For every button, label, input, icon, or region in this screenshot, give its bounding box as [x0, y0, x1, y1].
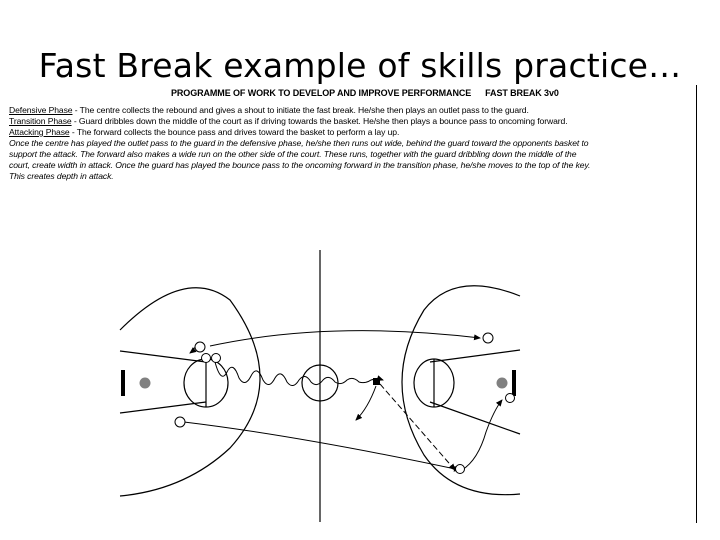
guard-player-icon — [212, 354, 221, 363]
paragraph-line: Once the centre has played the outlet pass to the guard in the defensive phase, he/she then runs out wide, behind the guard toward the opponents basket to — [9, 138, 589, 148]
centre-player-icon — [195, 342, 205, 352]
bounce-pass-marker-icon — [373, 378, 380, 385]
phase-text: - The centre collects the rebound and gives a shout to initiate the fast break. He/she then plays an outlet pass to the guard. — [72, 105, 529, 115]
forward-drive-arrow — [462, 400, 502, 470]
right-basket-icon — [497, 378, 508, 389]
paragraph-line: This creates depth in attack. — [9, 171, 114, 181]
phase-text: - The forward collects the bounce pass and drives toward the basket to perform a lay up. — [69, 127, 400, 137]
phase-label: Defensive Phase — [9, 105, 73, 115]
forward-player-icon — [175, 417, 185, 427]
left-key-line-top — [120, 351, 206, 362]
right-key-line-bottom — [430, 402, 520, 434]
slide-title: Fast Break example of skills practice… — [38, 46, 682, 85]
centre-run-arrow — [210, 331, 480, 346]
paragraph-line: court, create width in attack. Once the guard has played the bounce pass to the oncoming forward in the transition phase, he/she moves to the top of the key. — [9, 160, 591, 170]
paragraph-line: support the attack. The forward also makes a wide run on the other side of the court. These runs, together with the guard dribbling down the middle of the — [9, 149, 577, 159]
forward-receive-position-icon — [456, 465, 465, 474]
left-basket-icon — [140, 378, 151, 389]
right-key-line-top — [430, 350, 520, 362]
heading-drill-name: FAST BREAK 3v0 — [485, 88, 559, 98]
left-three-point-arc — [120, 288, 260, 496]
right-three-point-arc — [402, 286, 520, 495]
lay-up-position-icon — [506, 394, 515, 403]
left-key-line-bottom — [120, 402, 206, 413]
guard-move-arrow — [356, 386, 376, 420]
phase-label: Transition Phase — [9, 116, 72, 126]
centre-wide-position-icon — [483, 333, 493, 343]
phase-label: Attacking Phase — [9, 127, 70, 137]
guard-dribble-arrow — [215, 362, 383, 386]
centre-player-icon — [202, 354, 211, 363]
phase-text: - Guard dribbles down the middle of the court as if driving towards the basket. He/she then plays a bounce pass to oncoming forward. — [71, 116, 568, 126]
heading-programme: PROGRAMME OF WORK TO DEVELOP AND IMPROVE PERFORMANCE — [171, 88, 472, 98]
